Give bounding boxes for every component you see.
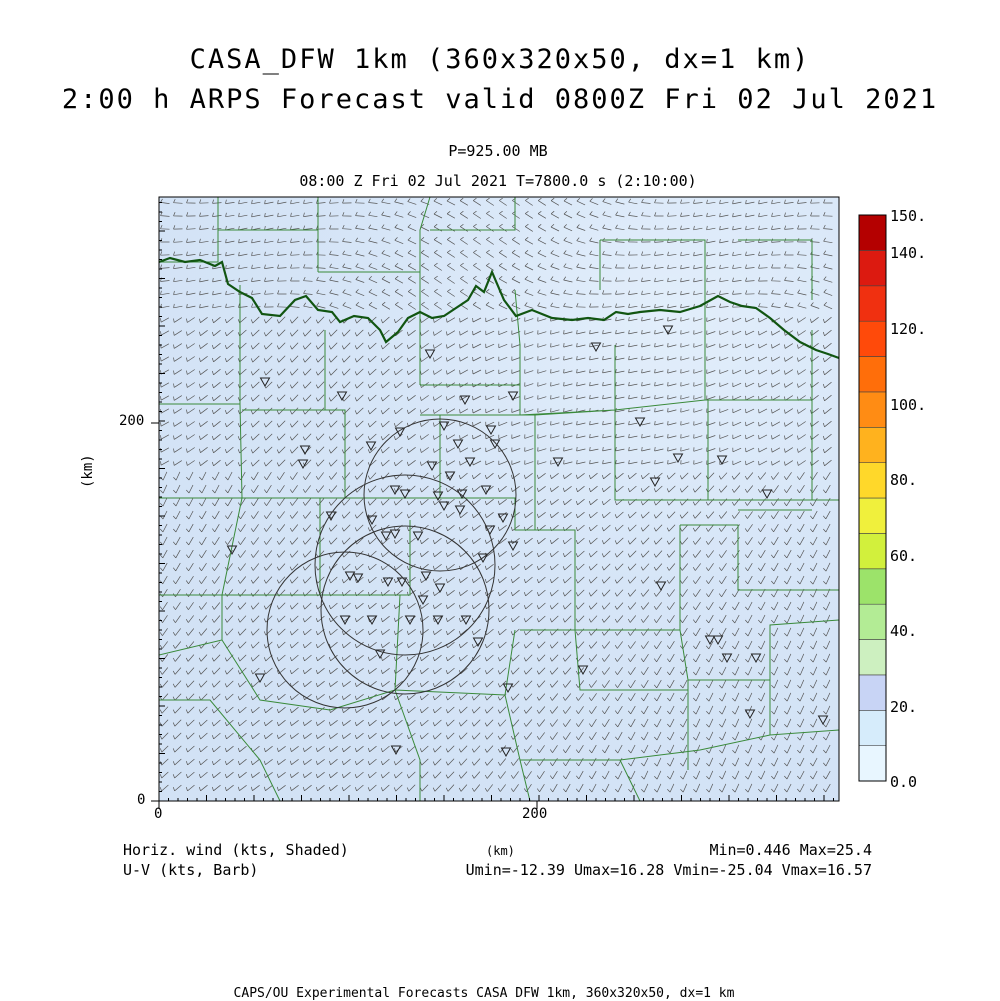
min-max-readout: Min=0.446 Max=25.4: [709, 841, 872, 859]
shaded-field-label: Horiz. wind (kts, Shaded): [123, 841, 349, 859]
main-title: CASA_DFW 1km (360x320x50, dx=1 km): [189, 44, 811, 75]
colorbar-segment: [859, 710, 886, 745]
colorbar-segment: [859, 746, 886, 781]
colorbar-segment: [859, 215, 886, 250]
colorbar-label: 60.: [890, 547, 918, 565]
y-axis-label: (km): [80, 454, 96, 488]
map-plot-area: [151, 197, 839, 809]
colorbar-segment: [859, 569, 886, 604]
colorbar-segment: [859, 286, 886, 321]
colorbar-label: 20.: [890, 698, 918, 716]
colorbar-segment: [859, 250, 886, 285]
colorbar-segment: [859, 392, 886, 427]
colorbar-segment: [859, 357, 886, 392]
colorbar-label: 140.: [890, 244, 927, 262]
uv-range-readout: Umin=-12.39 Umax=16.28 Vmin=-25.04 Vmax=16.57: [465, 861, 872, 879]
colorbar-segment: [859, 675, 886, 710]
x-axis-label: (km): [486, 844, 515, 858]
colorbar-label: 100.: [890, 396, 927, 414]
colorbar-segment: [859, 427, 886, 462]
colorbar-label: 0.0: [890, 773, 918, 791]
x-tick-200: 200: [522, 806, 548, 822]
colorbar-segment: [859, 463, 886, 498]
colorbar-segment: [859, 498, 886, 533]
colorbar-label: 120.: [890, 320, 927, 338]
colorbar-label: 40.: [890, 622, 918, 640]
forecast-title: 2:00 h ARPS Forecast valid 0800Z Fri 02 Jul 2021: [61, 84, 939, 115]
colorbar-segment: [859, 321, 886, 356]
pressure-level: P=925.00 MB: [448, 142, 548, 160]
colorbar-segment: [859, 533, 886, 568]
valid-time: 08:00 Z Fri 02 Jul 2021 T=7800.0 s (2:10:00): [299, 172, 697, 190]
barb-field-label: U-V (kts, Barb): [123, 861, 259, 879]
colorbar-segment: [859, 640, 886, 675]
x-tick-0: 0: [154, 806, 163, 822]
colorbar: [859, 215, 886, 781]
colorbar-segment: [859, 604, 886, 639]
colorbar-label: 150.: [890, 207, 927, 225]
y-tick-200: 200: [119, 413, 145, 429]
credit-line: CAPS/OU Experimental Forecasts CASA DFW 1km, 360x320x50, dx=1 km: [233, 986, 735, 1001]
y-tick-0: 0: [137, 792, 146, 808]
colorbar-label: 80.: [890, 471, 918, 489]
